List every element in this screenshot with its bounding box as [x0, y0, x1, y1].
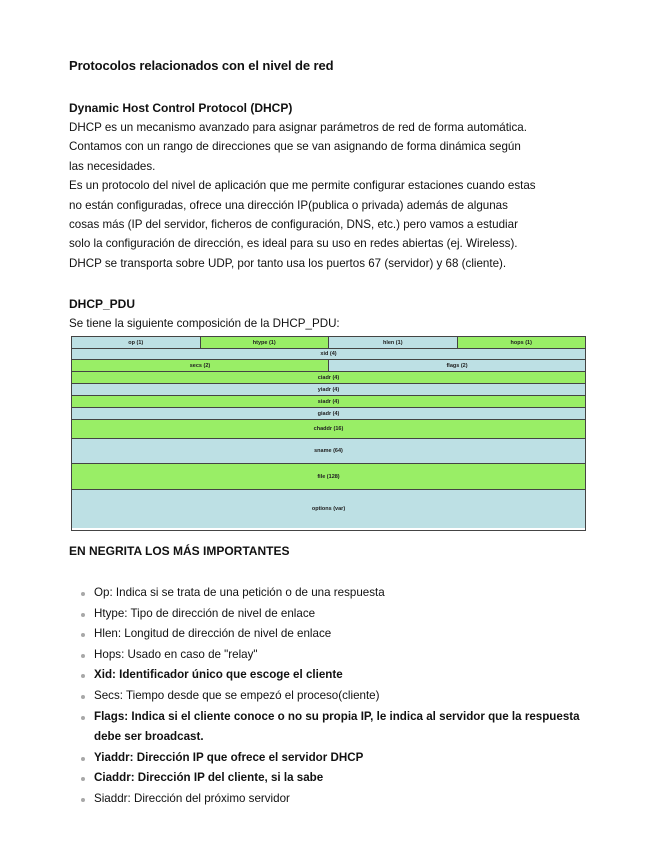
list-item: Hlen: Longitud de dirección de nivel de enlace	[69, 624, 589, 645]
dhcp-pdu-table	[71, 336, 586, 531]
list-item: Secs: Tiempo desde que se empezó el proceso(cliente)	[69, 686, 589, 707]
dhcp-heading: Dynamic Host Control Protocol (DHCP)	[69, 101, 293, 115]
list-item: Ciaddr: Dirección IP del cliente, si la sabe	[69, 768, 589, 789]
pdu-row-yiaddr	[72, 384, 585, 396]
pdu-row-options	[72, 490, 585, 528]
pdu-field-yiaddr: yiadr (4)	[317, 386, 340, 393]
dhcp-line: Es un protocolo del nivel de aplicación que me permite configurar estaciones cuando estas	[69, 179, 536, 193]
pdu-field-options: options (var)	[311, 506, 346, 512]
pdu-field-hlen: hlen (1)	[329, 337, 458, 348]
field-list	[69, 583, 589, 810]
dhcp-line: las necesidades.	[69, 159, 156, 173]
pdu-row-sname	[72, 439, 585, 464]
pdu-field-xid: xid (4)	[72, 349, 585, 359]
pdu-row-chaddr	[72, 420, 585, 439]
pdu-field-ciaddr: ciadr (4)	[317, 374, 340, 381]
list-item: Op: Indica si se trata de una petición o de una respuesta	[69, 583, 589, 604]
dhcp-line: cosas más (IP del servidor, ficheros de configuración, DNS, etc.) pero vamos a estudiar	[69, 218, 518, 232]
pdu-row-file	[72, 464, 585, 490]
list-item: Siaddr: Dirección del próximo servidor	[69, 789, 589, 810]
pdu-row-ciaddr	[72, 372, 585, 384]
pdu-field-htype: htype (1)	[201, 337, 330, 348]
pdu-field-secs: secs (2)	[72, 360, 329, 371]
pdu-field-chaddr: chaddr (16)	[313, 426, 344, 432]
page-title: Protocolos relacionados con el nivel de red	[69, 58, 334, 73]
pdu-field-file: file (128)	[317, 473, 340, 480]
list-item: Hops: Usado en caso de "relay"	[69, 645, 589, 666]
pdu-row-xid	[72, 349, 585, 360]
dhcp-line: solo la configuración de dirección, es ideal para su uso en redes abiertas (ej. Wireless).	[69, 237, 518, 251]
pdu-field-sname: sname (64)	[314, 448, 343, 454]
list-item: Xid: Identificador único que escoge el cliente	[69, 665, 589, 686]
dhcp-line: DHCP es un mecanismo avanzado para asignar parámetros de red de forma automática.	[69, 121, 527, 134]
dhcp-line: no están configuradas, ofrece una dirección IP(publica o privada) además de algunas	[69, 198, 508, 212]
list-item: Yiaddr: Dirección IP que ofrece el servidor DHCP	[69, 748, 589, 769]
list-item: Htype: Tipo de dirección de nivel de enlace	[69, 604, 589, 625]
pdu-heading: DHCP_PDU	[69, 297, 136, 311]
pdu-row-header	[72, 337, 585, 349]
pdu-row-secs-flags	[72, 360, 585, 372]
pdu-row-siaddr	[72, 396, 585, 408]
pdu-field-op: op (1)	[72, 337, 201, 348]
list-item: Flags: Indica si el cliente conoce o no su propia IP, le indica al servidor que la respuesta debe ser broadcast.	[69, 707, 589, 748]
dhcp-line: DHCP se transporta sobre UDP, por tanto usa los puertos 67 (servidor) y 68 (cliente).	[69, 256, 507, 270]
important-heading: EN NEGRITA LOS MÁS IMPORTANTES	[69, 544, 290, 558]
dhcp-description	[69, 118, 594, 273]
pdu-field-siaddr: siadr (4)	[317, 398, 340, 405]
pdu-field-flags: flags (2)	[329, 360, 585, 371]
pdu-field-giaddr: giadr (4)	[317, 410, 340, 417]
pdu-row-giaddr	[72, 408, 585, 420]
dhcp-line: Contamos con un rango de direcciones que se van asignando de forma dinámica según	[69, 140, 521, 154]
pdu-field-hops: hops (1)	[458, 337, 586, 348]
pdu-intro: Se tiene la siguiente composición de la DHCP_PDU:	[69, 317, 340, 330]
